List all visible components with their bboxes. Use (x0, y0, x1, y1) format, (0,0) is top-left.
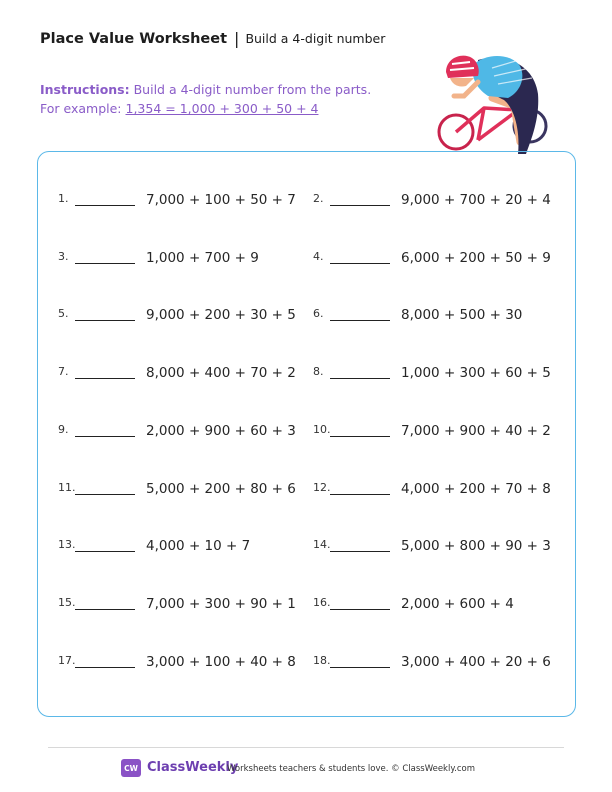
problem-item (313, 361, 553, 381)
footer-tagline: Worksheets teachers & students love. © ClassWeekly.com (227, 764, 476, 774)
answer-blank[interactable] (330, 666, 390, 668)
instructions-text: Build a 4-digit number from the parts. (129, 82, 372, 97)
problem-number: 2. (313, 192, 324, 205)
problem-item (58, 477, 298, 497)
problem-number: 15. (58, 595, 76, 609)
problem-number: 1. (58, 192, 69, 205)
problem-number: 4. (313, 249, 324, 263)
footer-brand: ClassWeekly (147, 760, 239, 775)
example-label: For example: (40, 101, 126, 116)
answer-blank[interactable] (75, 550, 135, 552)
problem-expression: 8,000 + 500 + 30 (401, 307, 523, 324)
answer-blank[interactable] (330, 262, 390, 264)
problem-number: 8. (313, 365, 324, 379)
problem-expression: 2,000 + 900 + 60 + 3 (146, 422, 296, 439)
instructions-label: Instructions: (40, 82, 130, 97)
problem-expression: 7,000 + 100 + 50 + 7 (146, 192, 296, 208)
problem-expression: 4,000 + 200 + 70 + 8 (401, 480, 551, 497)
problem-item (313, 303, 553, 323)
problem-item (313, 246, 553, 266)
answer-blank[interactable] (75, 204, 135, 206)
problem-expression: 1,000 + 700 + 9 (146, 249, 259, 266)
problem-number: 9. (58, 422, 69, 436)
problem-item (58, 188, 298, 208)
answer-blank[interactable] (75, 319, 135, 321)
problem-item (58, 303, 298, 323)
problem-item (58, 419, 298, 439)
answer-blank[interactable] (75, 666, 135, 668)
problem-number: 5. (58, 307, 69, 321)
problem-item (58, 246, 298, 266)
problem-number: 10. (313, 422, 331, 436)
problem-item (313, 592, 553, 612)
problem-item (58, 650, 298, 670)
problem-number: 14. (313, 538, 331, 552)
classweekly-logo-icon: CW (121, 759, 141, 777)
problem-item (58, 361, 298, 381)
problem-expression: 4,000 + 10 + 7 (146, 538, 251, 555)
answer-blank[interactable] (75, 377, 135, 379)
title-separator: | (234, 29, 240, 48)
example-text: 1,354 = 1,000 + 300 + 50 + 4 (125, 101, 319, 116)
page-title: Place Value Worksheet (40, 31, 228, 47)
problem-item (313, 477, 553, 497)
problem-number: 17. (58, 653, 76, 667)
answer-blank[interactable] (330, 435, 390, 437)
problem-expression: 5,000 + 200 + 80 + 6 (146, 480, 296, 497)
problem-expression: 7,000 + 900 + 40 + 2 (401, 422, 551, 439)
answer-blank[interactable] (330, 204, 390, 206)
problem-expression: 9,000 + 700 + 20 + 4 (401, 192, 551, 208)
problem-item (313, 419, 553, 439)
cyclist-illustration (434, 50, 554, 154)
answer-blank[interactable] (330, 319, 390, 321)
footer-divider (48, 747, 564, 748)
problem-number: 12. (313, 480, 331, 494)
answer-blank[interactable] (330, 550, 390, 552)
problem-number: 11. (58, 480, 76, 494)
answer-blank[interactable] (330, 608, 390, 610)
problem-item (313, 650, 553, 670)
worksheet-header (40, 28, 385, 47)
problem-item (58, 592, 298, 612)
problem-expression: 2,000 + 600 + 4 (401, 595, 514, 612)
answer-blank[interactable] (75, 435, 135, 437)
problem-expression: 1,000 + 300 + 60 + 5 (401, 365, 551, 382)
answer-blank[interactable] (330, 493, 390, 495)
answer-blank[interactable] (75, 608, 135, 610)
problem-number: 16. (313, 595, 331, 609)
problem-number: 7. (58, 365, 69, 379)
problem-number: 3. (58, 249, 69, 263)
problem-number: 18. (313, 653, 331, 667)
problem-expression: 7,000 + 300 + 90 + 1 (146, 595, 296, 612)
answer-blank[interactable] (75, 493, 135, 495)
problem-expression: 8,000 + 400 + 70 + 2 (146, 365, 296, 382)
problem-expression: 3,000 + 100 + 40 + 8 (146, 653, 296, 670)
answer-blank[interactable] (75, 262, 135, 264)
problem-expression: 9,000 + 200 + 30 + 5 (146, 307, 296, 324)
problem-number: 6. (313, 307, 324, 321)
problem-expression: 5,000 + 800 + 90 + 3 (401, 538, 551, 555)
problem-number: 13. (58, 538, 76, 552)
answer-blank[interactable] (330, 377, 390, 379)
problem-expression: 3,000 + 400 + 20 + 6 (401, 653, 551, 670)
problem-item (313, 534, 553, 554)
problem-item (58, 534, 298, 554)
problem-item (313, 188, 553, 208)
instructions (40, 80, 371, 118)
page-subtitle: Build a 4-digit number (245, 31, 386, 46)
problem-expression: 6,000 + 200 + 50 + 9 (401, 249, 551, 266)
